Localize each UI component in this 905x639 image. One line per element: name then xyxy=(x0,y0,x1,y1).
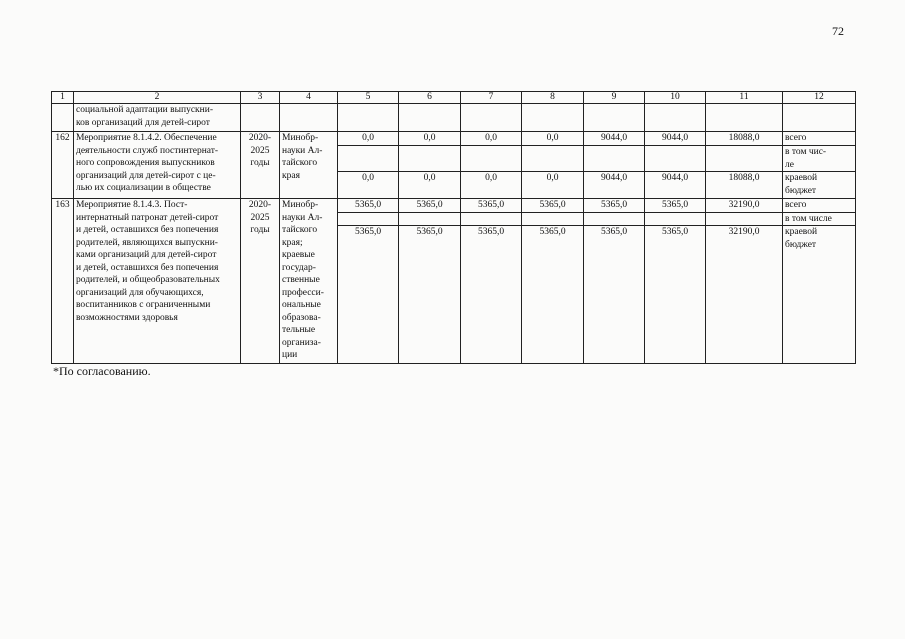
measure-description xyxy=(74,104,241,132)
executor-cell xyxy=(280,104,338,132)
column-header: 1 xyxy=(52,92,74,104)
value-cell xyxy=(399,212,461,226)
executor-line: науки Ал- xyxy=(282,212,323,223)
column-header: 11 xyxy=(706,92,783,104)
value-cell: 5365,0 xyxy=(522,226,584,364)
executor-line: тайского xyxy=(282,158,318,168)
executor-line: науки Ал- xyxy=(282,145,323,156)
row-number-cell: 162 xyxy=(52,132,74,199)
funding-label-line: в том чис- xyxy=(785,147,827,157)
value-cell xyxy=(461,104,522,132)
value-cell xyxy=(338,104,399,132)
funding-label-line: краевой xyxy=(785,173,818,183)
value-cell xyxy=(522,146,584,172)
funding-label-cell: в том числе xyxy=(783,212,856,226)
period-line: 2020- xyxy=(248,133,272,143)
footnote: *По согласованию. xyxy=(53,364,151,378)
value-cell: 18088,0 xyxy=(706,172,783,199)
value-cell: 32190,0 xyxy=(706,226,783,364)
funding-label-line: ле xyxy=(785,159,794,170)
executor-line: Минобр- xyxy=(282,133,319,143)
table-row xyxy=(52,199,856,213)
executor-line: края; xyxy=(282,237,303,248)
executor-line: професси- xyxy=(282,287,324,298)
period-cell xyxy=(241,199,280,364)
executor-line: организа- xyxy=(282,337,321,348)
value-cell xyxy=(645,146,706,172)
value-cell xyxy=(584,146,645,172)
column-header: 7 xyxy=(461,92,522,104)
period-cell xyxy=(241,132,280,199)
value-cell: 0,0 xyxy=(522,132,584,146)
description-line: родителей, и общеобразовательных xyxy=(76,275,220,285)
executor-line: государ- xyxy=(282,262,316,273)
row-number-cell xyxy=(52,104,74,132)
value-cell xyxy=(706,146,783,172)
value-cell: 0,0 xyxy=(338,172,399,199)
value-cell: 0,0 xyxy=(399,172,461,199)
funding-label-line: краевой xyxy=(785,227,818,237)
value-cell xyxy=(584,104,645,132)
value-cell xyxy=(645,212,706,226)
row-number-cell: 163 xyxy=(52,199,74,364)
funding-label-cell xyxy=(783,172,856,199)
period-line: 2025 xyxy=(250,212,270,223)
value-cell xyxy=(706,104,783,132)
value-cell: 18088,0 xyxy=(706,132,783,146)
value-cell: 0,0 xyxy=(461,132,522,146)
value-cell xyxy=(338,212,399,226)
column-header: 8 xyxy=(522,92,584,104)
measure-description xyxy=(74,132,241,199)
description-line: организаций для обучающихся, xyxy=(76,287,204,298)
description-line: ками организаций для детей-сирот xyxy=(76,250,217,260)
description-line: возможностями здоровья xyxy=(76,312,178,323)
value-cell: 5365,0 xyxy=(584,226,645,364)
value-cell: 0,0 xyxy=(399,132,461,146)
description-line: лью их социализации в обществе xyxy=(76,183,211,193)
value-cell: 5365,0 xyxy=(338,199,399,213)
executor-line: ции xyxy=(282,350,298,360)
description-line: ного сопровождения выпускников xyxy=(76,158,215,168)
value-cell xyxy=(461,146,522,172)
value-cell xyxy=(706,212,783,226)
value-cell: 5365,0 xyxy=(399,199,461,213)
funding-label-cell xyxy=(783,104,856,132)
value-cell: 9044,0 xyxy=(645,132,706,146)
period-line: годы xyxy=(250,225,270,235)
description-line: родителей, являющихся выпускни- xyxy=(76,237,218,248)
value-cell xyxy=(461,212,522,226)
period-cell xyxy=(241,104,280,132)
column-header: 10 xyxy=(645,92,706,104)
measure-description xyxy=(74,199,241,364)
column-header: 4 xyxy=(280,92,338,104)
value-cell: 9044,0 xyxy=(645,172,706,199)
column-header: 2 xyxy=(74,92,241,104)
funding-label-line: бюджет xyxy=(785,185,817,196)
period-line: годы xyxy=(250,158,270,168)
description-line: ков организаций для детей-сирот xyxy=(76,117,210,128)
executor-line: образова- xyxy=(282,312,321,323)
executor-line: края xyxy=(282,170,300,181)
value-cell: 0,0 xyxy=(522,172,584,199)
column-header: 12 xyxy=(783,92,856,104)
program-measures-table xyxy=(51,91,856,364)
column-header: 9 xyxy=(584,92,645,104)
header-row xyxy=(52,92,856,104)
value-cell: 5365,0 xyxy=(461,226,522,364)
value-cell xyxy=(584,212,645,226)
column-header: 5 xyxy=(338,92,399,104)
value-cell xyxy=(522,104,584,132)
page-number: 72 xyxy=(832,24,844,38)
value-cell: 5365,0 xyxy=(522,199,584,213)
value-cell: 0,0 xyxy=(338,132,399,146)
value-cell: 5365,0 xyxy=(584,199,645,213)
value-cell: 0,0 xyxy=(461,172,522,199)
value-cell: 5365,0 xyxy=(461,199,522,213)
value-cell xyxy=(399,104,461,132)
executor-line: краевые xyxy=(282,250,315,260)
executor-cell xyxy=(280,199,338,364)
executor-line: тельные xyxy=(282,325,316,335)
value-cell: 5365,0 xyxy=(645,226,706,364)
value-cell: 5365,0 xyxy=(645,199,706,213)
table-row xyxy=(52,132,856,146)
value-cell: 5365,0 xyxy=(399,226,461,364)
description-line: Мероприятие 8.1.4.3. Пост- xyxy=(76,200,188,210)
description-line: организаций для детей-сирот с це- xyxy=(76,170,216,181)
executor-line: Минобр- xyxy=(282,200,319,210)
funding-label-cell xyxy=(783,226,856,364)
description-line: Мероприятие 8.1.4.2. Обеспечение xyxy=(76,133,217,143)
funding-label-cell: всего xyxy=(783,132,856,146)
executor-line: ственные xyxy=(282,275,320,285)
value-cell xyxy=(645,104,706,132)
description-line: и детей, оставшихся без попечения xyxy=(76,225,219,235)
table-row xyxy=(52,104,856,132)
funding-label-cell xyxy=(783,146,856,172)
value-cell: 9044,0 xyxy=(584,172,645,199)
funding-label-cell: всего xyxy=(783,199,856,213)
executor-line: ональные xyxy=(282,300,321,310)
funding-label-line: бюджет xyxy=(785,239,817,250)
description-line: и детей, оставшихся без попечения xyxy=(76,262,219,273)
column-header: 6 xyxy=(399,92,461,104)
description-line: деятельности служб постинтернат- xyxy=(76,145,219,156)
value-cell: 32190,0 xyxy=(706,199,783,213)
column-header: 3 xyxy=(241,92,280,104)
description-line: интернатный патронат детей-сирот xyxy=(76,212,219,223)
value-cell: 9044,0 xyxy=(584,132,645,146)
description-line: социальной адаптации выпускни- xyxy=(76,105,214,115)
executor-cell xyxy=(280,132,338,199)
period-line: 2020- xyxy=(248,200,272,210)
value-cell xyxy=(522,212,584,226)
value-cell xyxy=(338,146,399,172)
description-line: воспитанников с ограниченными xyxy=(76,300,211,310)
executor-line: тайского xyxy=(282,225,318,235)
value-cell: 5365,0 xyxy=(338,226,399,364)
period-line: 2025 xyxy=(250,145,270,156)
value-cell xyxy=(399,146,461,172)
